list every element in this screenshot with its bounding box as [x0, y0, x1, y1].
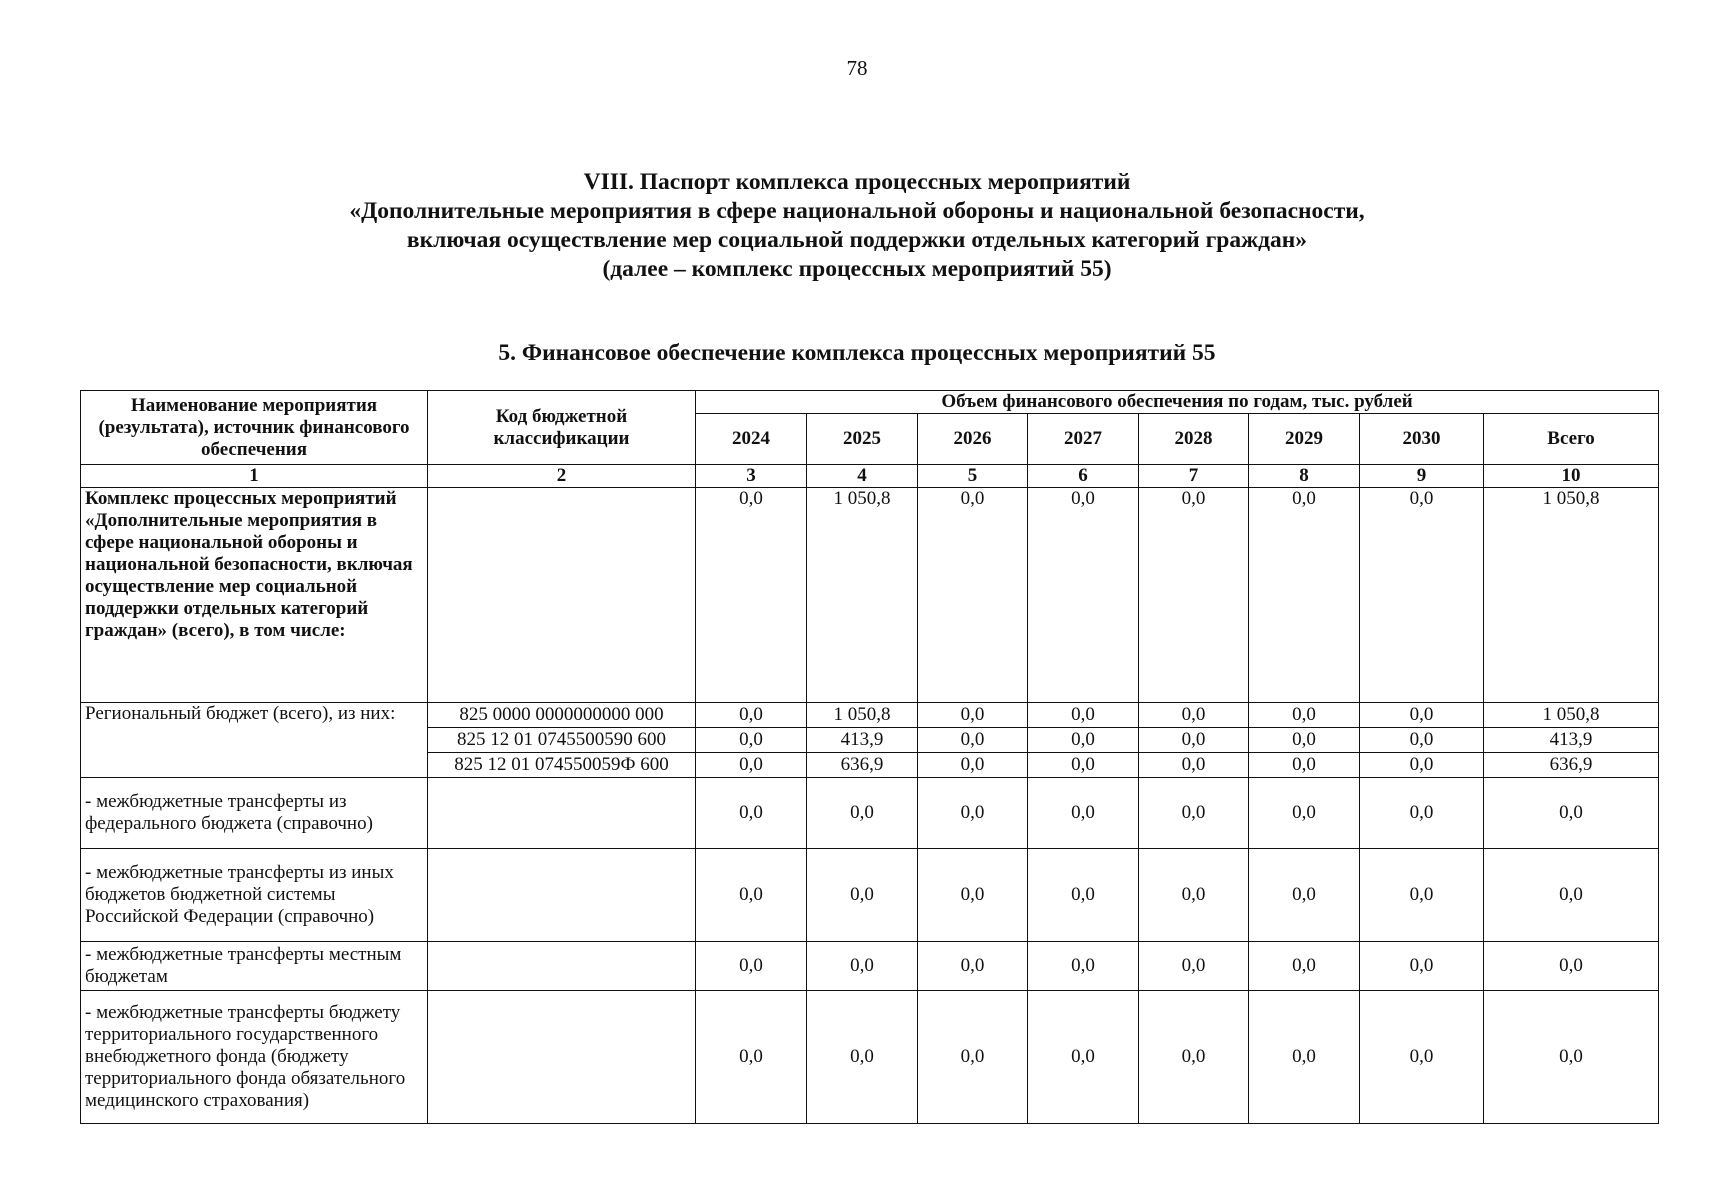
- header-code: Код бюджетной классификации: [428, 391, 696, 465]
- table-row-transfer: [81, 778, 1659, 849]
- value-cell: 0,0: [918, 488, 1028, 703]
- section-title: 5. Финансовое обеспечение комплекса процессных мероприятий 55: [498, 340, 1216, 366]
- title-line: VIII. Паспорт комплекса процессных мероприятий: [583, 169, 1131, 195]
- value-cell: 0,0: [1249, 849, 1360, 942]
- header-volume: Объем финансового обеспечения по годам, тыс. рублей: [696, 391, 1659, 414]
- value-cell: 0,0: [1484, 942, 1659, 991]
- value-cell: 636,9: [807, 753, 918, 778]
- header-year: 2025: [807, 414, 918, 465]
- row-label: - межбюджетные трансферты местным бюджетам: [81, 942, 428, 991]
- value-cell: 0,0: [1028, 849, 1139, 942]
- header-name: Наименование мероприятия (результата), источник финансового обеспечения: [81, 391, 428, 465]
- column-number: 9: [1360, 465, 1484, 488]
- code-cell-empty: [428, 942, 696, 991]
- value-cell: 0,0: [696, 753, 807, 778]
- title-line: «Дополнительные мероприятия в сфере национальной обороны и национальной безопасности,: [349, 198, 1365, 224]
- value-cell: 0,0: [1249, 753, 1360, 778]
- column-number: 3: [696, 465, 807, 488]
- row-label: Комплекс процессных мероприятий «Дополнительные мероприятия в сфере национальной обороны и национальной безопасности, включая осуществление мер социальной поддержки отдельных категорий граждан» (всего), в том числе:: [81, 488, 428, 703]
- value-cell: 0,0: [918, 991, 1028, 1124]
- code-cell-empty: [428, 849, 696, 942]
- value-cell: 0,0: [1139, 703, 1249, 728]
- value-cell: 0,0: [696, 942, 807, 991]
- budget-code: 825 12 01 074550059Ф 600: [428, 753, 696, 778]
- value-cell: 0,0: [1139, 728, 1249, 753]
- value-cell: 0,0: [918, 849, 1028, 942]
- column-number: 1: [81, 465, 428, 488]
- header-year: 2029: [1249, 414, 1360, 465]
- value-cell: 0,0: [918, 753, 1028, 778]
- value-cell: 413,9: [807, 728, 918, 753]
- code-cell-empty: [428, 778, 696, 849]
- table-row-transfer: [81, 942, 1659, 991]
- title-line: (далее – комплекс процессных мероприятий 55): [602, 256, 1112, 282]
- value-cell: 0,0: [807, 942, 918, 991]
- value-cell: 0,0: [1360, 753, 1484, 778]
- value-cell: 0,0: [807, 778, 918, 849]
- column-number: 10: [1484, 465, 1659, 488]
- value-cell: 0,0: [807, 991, 918, 1124]
- column-numbers-row: [81, 465, 1659, 488]
- value-cell: 1 050,8: [1484, 488, 1659, 703]
- value-cell: 0,0: [1028, 753, 1139, 778]
- budget-code: 825 0000 0000000000 000: [428, 703, 696, 728]
- passport-title: [0, 168, 1714, 284]
- budget-code: 825 12 01 0745500590 600: [428, 728, 696, 753]
- code-cell-empty: [428, 488, 696, 703]
- value-cell: 0,0: [1139, 488, 1249, 703]
- column-number: 4: [807, 465, 918, 488]
- value-cell: 0,0: [1484, 991, 1659, 1124]
- title-line: включая осуществление мер социальной поддержки отдельных категорий граждан»: [406, 227, 1308, 253]
- value-cell: 1 050,8: [807, 703, 918, 728]
- value-cell: 0,0: [1484, 778, 1659, 849]
- value-cell: 0,0: [1139, 942, 1249, 991]
- column-number: 2: [428, 465, 696, 488]
- value-cell: 0,0: [1139, 991, 1249, 1124]
- value-cell: 0,0: [1360, 703, 1484, 728]
- header-year: 2027: [1028, 414, 1139, 465]
- value-cell: 0,0: [918, 703, 1028, 728]
- row-label: - межбюджетные трансферты из федерального бюджета (справочно): [81, 778, 428, 849]
- column-number: 7: [1139, 465, 1249, 488]
- table-row-regional: [81, 703, 1659, 728]
- value-cell: 0,0: [1139, 849, 1249, 942]
- column-number: 8: [1249, 465, 1360, 488]
- value-cell: 0,0: [1249, 488, 1360, 703]
- column-number: 6: [1028, 465, 1139, 488]
- value-cell: 0,0: [1028, 488, 1139, 703]
- table-row-transfer: [81, 849, 1659, 942]
- value-cell: 0,0: [918, 728, 1028, 753]
- value-cell: 0,0: [1360, 849, 1484, 942]
- value-cell: 0,0: [1249, 778, 1360, 849]
- financing-table: [80, 390, 1659, 1124]
- value-cell: 0,0: [696, 728, 807, 753]
- value-cell: 0,0: [696, 488, 807, 703]
- value-cell: 636,9: [1484, 753, 1659, 778]
- value-cell: 0,0: [1360, 991, 1484, 1124]
- value-cell: 0,0: [1360, 728, 1484, 753]
- value-cell: 0,0: [1028, 942, 1139, 991]
- column-number: 5: [918, 465, 1028, 488]
- value-cell: 0,0: [1249, 703, 1360, 728]
- value-cell: 0,0: [1139, 753, 1249, 778]
- table-row-transfer: [81, 991, 1659, 1124]
- value-cell: 0,0: [1139, 778, 1249, 849]
- value-cell: 0,0: [696, 778, 807, 849]
- value-cell: 413,9: [1484, 728, 1659, 753]
- page-number: 78: [846, 56, 868, 80]
- value-cell: 0,0: [1249, 728, 1360, 753]
- value-cell: 0,0: [1360, 488, 1484, 703]
- value-cell: 0,0: [807, 849, 918, 942]
- value-cell: 0,0: [1484, 849, 1659, 942]
- value-cell: 0,0: [1028, 703, 1139, 728]
- code-cell-empty: [428, 991, 696, 1124]
- value-cell: 0,0: [1249, 991, 1360, 1124]
- value-cell: 0,0: [918, 778, 1028, 849]
- row-label: Региональный бюджет (всего), из них:: [81, 703, 428, 778]
- value-cell: 0,0: [1028, 991, 1139, 1124]
- value-cell: 1 050,8: [807, 488, 918, 703]
- value-cell: 0,0: [1249, 942, 1360, 991]
- table-row-complex-total: [81, 488, 1659, 703]
- header-year: 2028: [1139, 414, 1249, 465]
- value-cell: 0,0: [1360, 778, 1484, 849]
- header-year: 2026: [918, 414, 1028, 465]
- header-total: Всего: [1484, 414, 1659, 465]
- header-year: 2024: [696, 414, 807, 465]
- value-cell: 0,0: [1028, 778, 1139, 849]
- header-year: 2030: [1360, 414, 1484, 465]
- value-cell: 0,0: [1028, 728, 1139, 753]
- row-label: - межбюджетные трансферты из иных бюджетов бюджетной системы Российской Федерации (справочно): [81, 849, 428, 942]
- value-cell: 0,0: [696, 849, 807, 942]
- value-cell: 0,0: [918, 942, 1028, 991]
- value-cell: 1 050,8: [1484, 703, 1659, 728]
- value-cell: 0,0: [696, 703, 807, 728]
- row-label: - межбюджетные трансферты бюджету территориального государственного внебюджетного фонда (бюджету территориального фонда обязательного медицинского страхования): [81, 991, 428, 1124]
- value-cell: 0,0: [1360, 942, 1484, 991]
- value-cell: 0,0: [696, 991, 807, 1124]
